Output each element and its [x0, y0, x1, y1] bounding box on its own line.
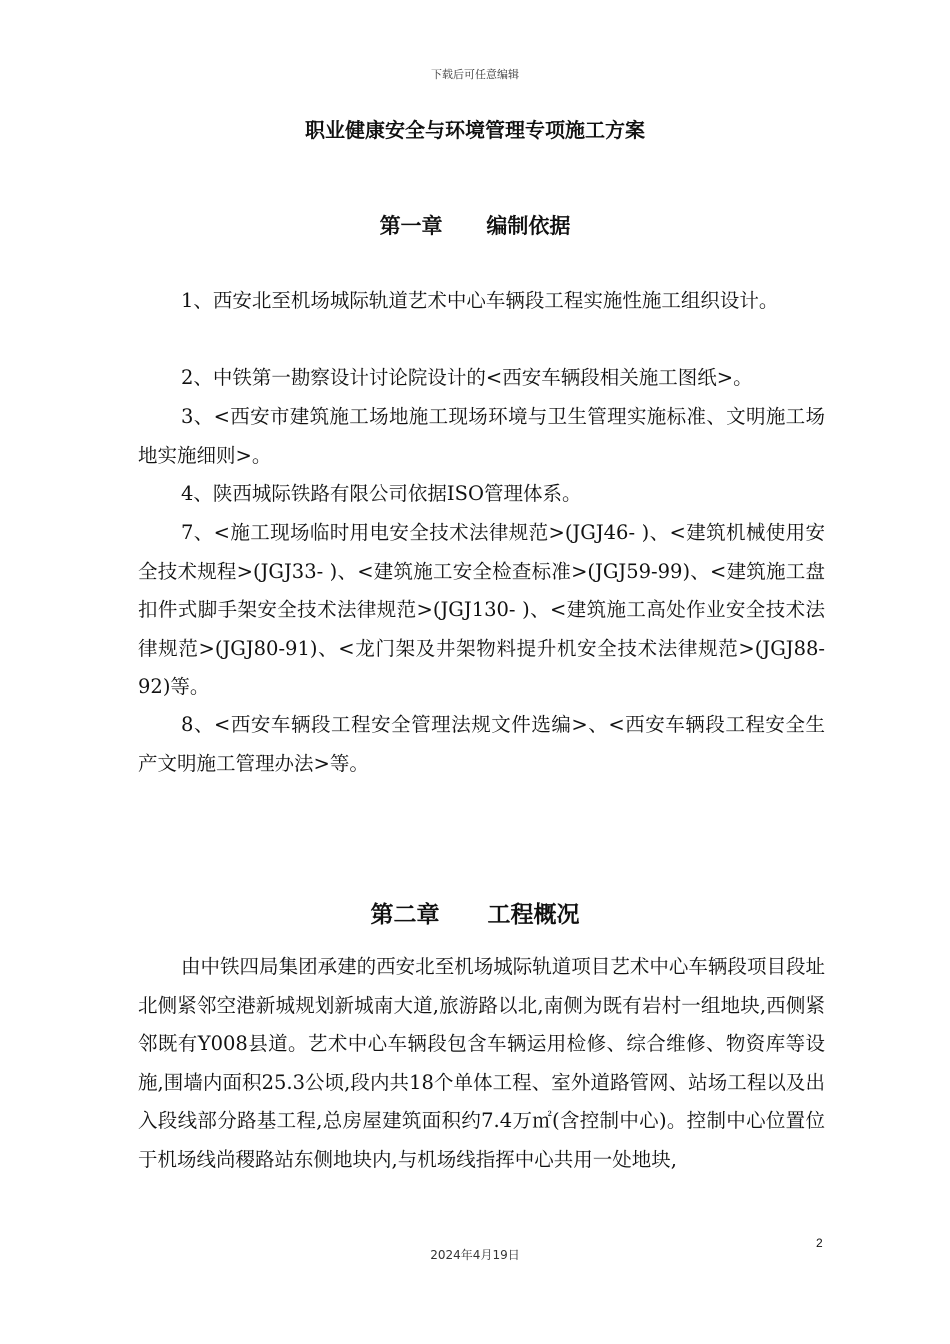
chapter-2-heading: 第二章 工程概况: [370, 901, 580, 928]
basis-item-4: 4、陕西城际铁路有限公司依据ISO管理体系。: [181, 482, 582, 505]
page-number: 2: [816, 1236, 823, 1250]
basis-item-8: 8、<西安车辆段工程安全管理法规文件选编>、<西安车辆段工程安全生产文明施工管理办法>等。: [138, 713, 825, 775]
page-footer-date: 2024年4月19日: [430, 1248, 520, 1262]
project-overview-paragraph: 由中铁四局集团承建的西安北至机场城际轨道项目艺术中心车辆段项目段址北侧紧邻空港新城规划新城南大道,旅游路以北,南侧为既有岩村一组地块,西侧紧邻既有Y008县道。艺术中心车辆段包含车辆运用检修、综合维修、物资库等设施,围墙内面积25.3公顷,段内共18个单体工程、室外道路管网、站场工程以及出入段线部分路基工程,总房屋建筑面积约7.4万㎡(含控制中心)。控制中心位置位于机场线尚稷路站东侧地块内,与机场线指挥中心共用一处地块,: [138, 955, 825, 1171]
document-title: 职业健康安全与环境管理专项施工方案: [305, 118, 645, 142]
basis-item-1: 1、西安北至机场城际轨道艺术中心车辆段工程实施性施工组织设计。: [181, 289, 779, 312]
basis-item-7: 7、<施工现场临时用电安全技术法律规范>(JGJ46- )、<建筑机械使用安全技术规程>(JGJ33- )、<建筑施工安全检查标准>(JGJ59-99)、<建筑施工盘扣件式脚手架安全技术法律规范>(JGJ130- )、<建筑施工高处作业安全技术法律规范>(JGJ80-91)、<龙门架及井架物料提升机安全技术法律规范>(JGJ88-92)等。: [138, 521, 825, 698]
chapter-1-heading: 第一章 编制依据: [379, 213, 571, 238]
basis-item-2: 2、中铁第一勘察设计讨论院设计的<西安车辆段相关施工图纸>。: [181, 366, 753, 389]
basis-item-3: 3、<西安市建筑施工场地施工现场环境与卫生管理实施标准、文明施工场地实施细则>。: [138, 405, 825, 467]
page-header: 下载后可任意编辑: [431, 68, 519, 81]
